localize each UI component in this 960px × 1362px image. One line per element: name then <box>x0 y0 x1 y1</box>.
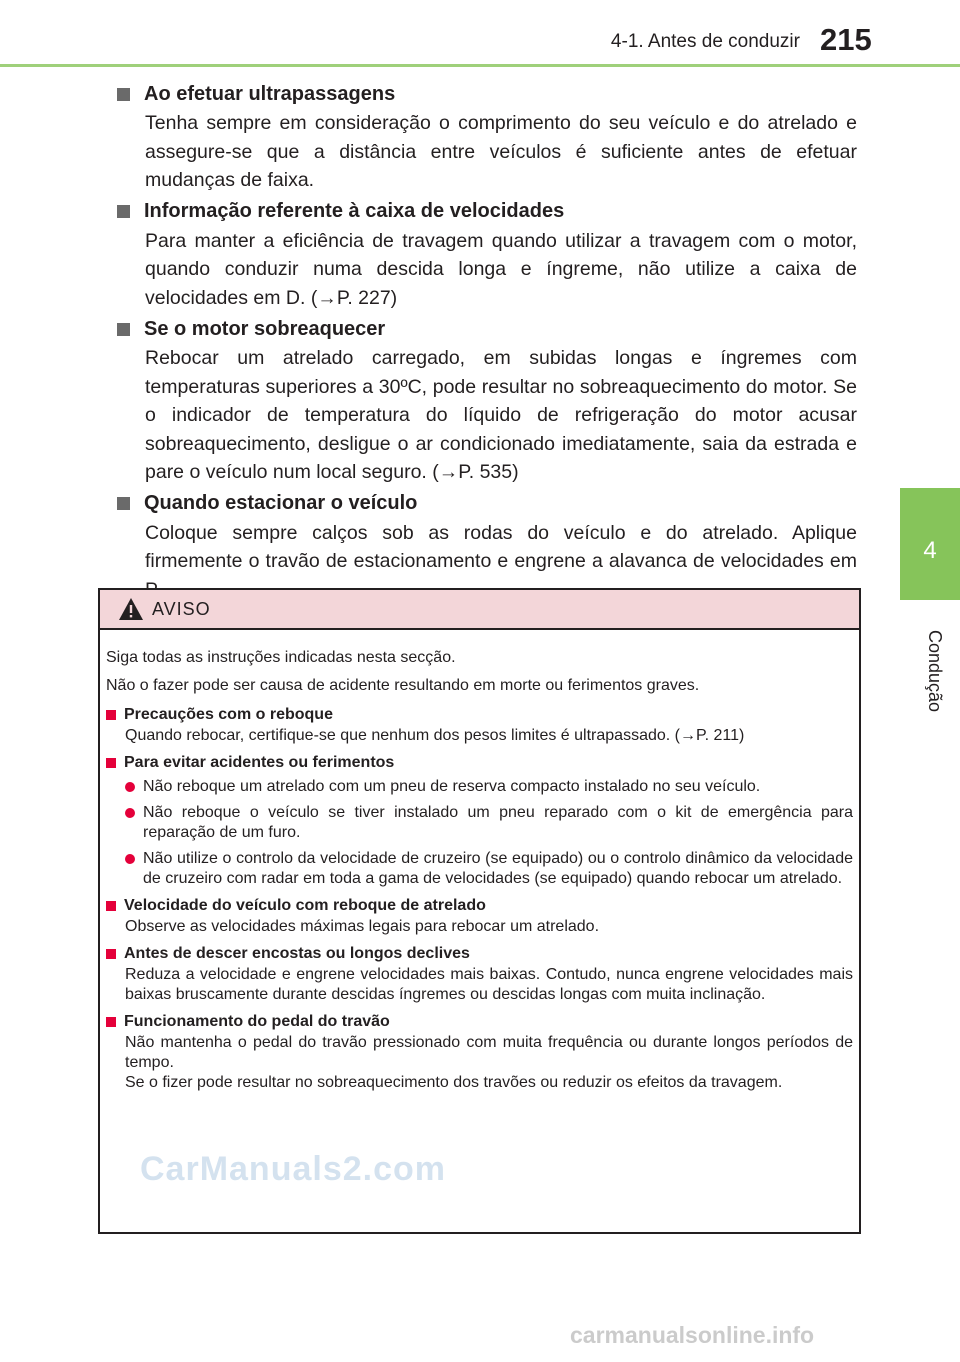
bullet-text: Não reboque um atrelado com um pneu de reserva compacto instalado no seu veículo. <box>143 778 761 795</box>
warning-section-heading: Antes de descer encostas ou longos declives <box>124 945 470 962</box>
section-heading: Ao efetuar ultrapassagens <box>144 82 396 105</box>
warning-section-heading: Funcionamento do pedal do travão <box>124 1013 390 1030</box>
section-text: Para manter a eficiência de travagem quando utilizar a travagem com o motor, quando conduzir numa descida longa e íngreme, não utilize a caixa de velocidades em D. (→P. 227) <box>145 229 857 309</box>
warning-section <box>106 895 853 937</box>
section-overtaking <box>117 79 857 195</box>
square-bullet-icon <box>106 901 116 911</box>
warning-triangle-icon <box>118 597 144 621</box>
warning-section-text: Quando rebocar, certifique-se que nenhum dos pesos limites é ultrapassado. (→P. 211) <box>125 727 745 744</box>
main-content <box>117 79 857 606</box>
round-bullet-icon <box>125 808 135 818</box>
warning-intro: Siga todas as instruções indicadas nesta secção. <box>106 649 456 666</box>
warning-section <box>106 1011 853 1093</box>
warning-intro: Não o fazer pode ser causa de acidente resultando em morte ou ferimentos graves. <box>106 677 700 694</box>
warning-title: AVISO <box>152 598 211 619</box>
section-heading: Informação referente à caixa de velocidades <box>144 200 565 222</box>
warning-box <box>98 588 861 1234</box>
watermark: CarManuals2.com <box>140 1150 446 1188</box>
square-bullet-icon <box>117 205 130 218</box>
section-heading: Quando estacionar o veículo <box>144 492 418 514</box>
warning-content <box>100 630 859 1093</box>
warning-section-text: Observe as velocidades máximas legais para rebocar um atrelado. <box>125 918 600 935</box>
section-title: 4-1. Antes de conduzir <box>610 31 800 52</box>
watermark: carmanualsonline.info <box>570 1322 815 1348</box>
warning-section <box>106 752 853 889</box>
chapter-tab[interactable] <box>900 488 960 600</box>
warning-section-heading: Velocidade do veículo com reboque de atrelado <box>124 897 486 914</box>
bullet-text: Não utilize o controlo da velocidade de cruzeiro (se equipado) ou o controlo dinâmico da velocidade de cruzeiro com radar em toda a gama de velocidades (se equipado) quando rebocar um atrelado. <box>143 850 853 887</box>
square-bullet-icon <box>117 88 130 101</box>
chapter-number: 4 <box>923 537 937 564</box>
page-number: 215 <box>820 22 872 57</box>
square-bullet-icon <box>106 1017 116 1027</box>
section-text: Tenha sempre em consideração o comprimento do seu veículo e do atrelado e assegure-se que a distância entre veículos é suficiente antes de efetuar mudanças de faixa. <box>145 112 857 191</box>
round-bullet-icon <box>125 854 135 864</box>
section-text: Coloque sempre calços sob as rodas do veículo e do atrelado. Aplique firmemente o travão de estacionamento e engrene a alavanca de velocidades em <box>145 521 857 572</box>
warning-section-heading: Precauções com o reboque <box>124 706 333 723</box>
warning-section-text: Não mantenha o pedal do travão pressionado com muita frequência ou durante longos períodos de tempo. <box>125 1034 853 1071</box>
header-rule <box>0 64 960 67</box>
warning-section <box>106 704 853 746</box>
chapter-label: Condução <box>925 629 945 713</box>
section-gearbox <box>117 197 857 313</box>
square-bullet-icon <box>106 758 116 768</box>
round-bullet-icon <box>125 782 135 792</box>
section-overheating <box>117 314 857 487</box>
warning-header <box>100 590 859 630</box>
warning-section-heading: Para evitar acidentes ou ferimentos <box>124 754 395 771</box>
square-bullet-icon <box>117 323 130 336</box>
section-text: Rebocar um atrelado carregado, em subidas longas e íngremes com temperaturas superiores a 30ºC, pode resultar no sobreaquecimento do motor. Se o indicador de temperatura do líquido de refrigeração do motor acusar sobreaquecimento, desligue o ar condicionado imediatamente, saia da estrada e pare o veículo num local seguro. (→P. 535) <box>145 347 857 483</box>
warning-section-text: Se o fizer pode resultar no sobreaquecimento dos travões ou reduzir os efeitos da travagem. <box>125 1074 783 1091</box>
square-bullet-icon <box>106 949 116 959</box>
section-parking <box>117 489 857 605</box>
square-bullet-icon <box>106 710 116 720</box>
section-heading: Se o motor sobreaquecer <box>144 317 386 340</box>
warning-section-text: Reduza a velocidade e engrene velocidades mais baixas. Contudo, nunca engrene velocidades mais baixas bruscamente durante descidas íngremes ou descidas longas com muita inclinação. <box>125 966 853 1003</box>
square-bullet-icon <box>117 497 130 510</box>
warning-section <box>106 943 853 1005</box>
bullet-text: Não reboque o veículo se tiver instalado um pneu reparado com o kit de emergência para reparação de um furo. <box>143 804 853 841</box>
